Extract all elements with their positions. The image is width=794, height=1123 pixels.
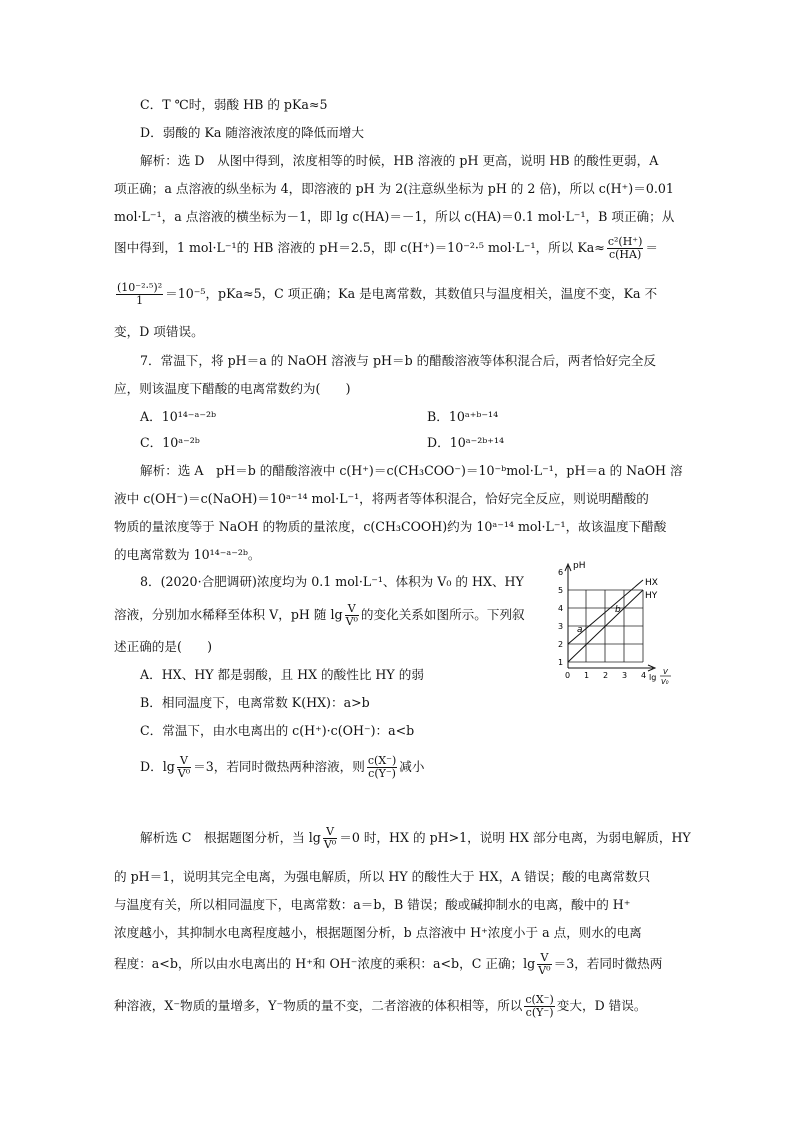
fraction-denominator: V⁰ [323,838,337,851]
q8-stem [114,603,525,628]
q8-option-text: 减小 [399,759,425,774]
fraction-denominator: c(Y⁻) [368,767,396,780]
x-axis-label: lg [649,673,657,682]
q7-solution-line: 解析：选 A pH＝b 的醋酸溶液中 c(H⁺)＝c(CH₃COO⁻)＝10⁻ᵇmol·L⁻¹，pH＝a 的 NaOH 溶 [140,463,683,478]
q8-option-text: D．lg [140,759,175,774]
fraction-numerator: c²(H⁺) [607,235,643,248]
q8-stem: 述正确的是( ) [114,639,212,654]
q8-solution-line [114,952,662,977]
ph-dilution-graph [555,558,685,698]
fraction-numerator: c(X⁻) [367,754,397,767]
volume-ratio-fraction [345,603,359,628]
q8-option-b: B．相同温度下，电离常数 K(HX)：a>b [140,695,370,710]
q8-option-c: C．常温下，由水电离出的 c(H⁺)·c(OH⁻)：a<b [140,723,415,738]
q6-solution-line [114,236,658,261]
ka-fraction [607,236,644,261]
q8-option-d [140,755,424,780]
fraction-numerator: V [323,826,337,839]
y-tick: 2 [558,640,564,649]
fraction-denominator: V⁰ [177,767,191,780]
y-axis-label: pH [573,561,586,571]
legend-hx: HX [645,578,658,588]
q7-solution-line: 物质的量浓度等于 NaOH 的物质的量浓度，c(CH₃COOH)约为 10ᵃ⁻¹⁴ mol·L⁻¹，故该温度下醋酸 [114,519,667,534]
graph-axes [565,564,655,671]
y-tick: 1 [558,658,564,667]
volume-ratio-fraction [177,755,191,780]
y-tick: 6 [558,568,564,577]
volume-ratio-fraction [537,952,551,977]
fraction-denominator: c(HA) [608,248,642,261]
q8-option-a: A．HX、HY 都是弱酸，且 HX 的酸性比 HY 的弱 [140,667,424,682]
x-tick: 3 [622,671,628,680]
q6-solution-line: 变，D 项错误。 [114,324,204,339]
q7-option-d: D．10ᵃ⁻²ᵇ⁺¹⁴ [427,435,505,450]
power-fraction [116,282,163,307]
q8-solution-line: 的 pH＝1，说明其完全电离，为强电解质，所以 HY 的酸性大于 HX，A 错误；酸的电离常数只 [114,869,651,884]
q8-solution-text: 变大，D 错误。 [556,998,647,1013]
q8-stem: 8．(2020·合肥调研)浓度均为 0.1 mol·L⁻¹、体积为 V₀ 的 HX、HY [140,574,524,589]
q6-solution-line [114,282,657,307]
x-tick: 0 [565,671,571,680]
q7-stem: 7．常温下，将 pH＝a 的 NaOH 溶液与 pH＝b 的醋酸溶液等体积混合后，两者恰好完全反 [140,353,656,368]
q8-solution-line [140,826,691,851]
x-axis-numerator: V [663,668,668,676]
q7-solution-line: 液中 c(OH⁻)＝c(NaOH)＝10ᵃ⁻¹⁴ mol·L⁻¹，将两者等体积混合，恰好完全反应，则说明醋酸的 [114,491,649,506]
q6-option-c: C．T ℃时，弱酸 HB 的 pKa≈5 [140,97,328,112]
q7-stem: 应，则该温度下醋酸的电离常数约为( ) [114,381,351,396]
q7-option-b: B．10ᵃ⁺ᵇ⁻¹⁴ [427,409,499,424]
x-axis-denominator: V₀ [661,678,669,686]
q6-option-d: D．弱酸的 Ka 随溶液浓度的降低而增大 [140,125,364,140]
y-tick-labels [558,568,563,667]
volume-ratio-fraction [323,826,337,851]
ion-ratio-fraction [367,755,397,780]
x-tick: 4 [641,671,647,680]
q8-solution-line: 浓度越小，其抑制水电离程度越小，根据题图分析，b 点溶液中 H⁺浓度小于 a 点，则水的电离 [114,925,642,940]
q7-option-a: A．10¹⁴⁻ᵃ⁻²ᵇ [140,409,217,424]
q8-solution-text: 解析选 C 根据题图分析，当 lg [140,830,321,845]
equals-sign: ＝ [645,240,658,255]
q6-solution-text: ＝10⁻⁵，pKa≈5，C 项正确；Ka 是电离常数，其数值只与温度相关，温度不变，Ka 不 [165,286,658,301]
q8-solution-text: 程度：a<b，所以由水电离出的 H⁺和 OH⁻浓度的乘积：a<b，C 正确；lg [114,956,536,971]
x-tick: 2 [603,671,609,680]
q6-solution-line: 项正确；a 点溶液的纵坐标为 4，即溶液的 pH 为 2(注意纵坐标为 pH 的 2 倍)，所以 c(H⁺)＝0.01 [114,181,674,196]
fraction-denominator: V⁰ [538,964,551,977]
q8-solution-text: ＝0 时，HX 的 pH>1，说明 HX 部分电离，为弱电解质，HY [339,830,691,845]
fraction-numerator: (10⁻²·⁵)² [117,281,163,294]
q6-solution-line: mol·L⁻¹，a 点溶液的横坐标为－1，即 lg c(HA)＝－1，所以 c(HA)＝0.1 mol·L⁻¹，B 项正确；从 [114,209,675,224]
fraction-denominator: c(Y⁻) [525,1006,554,1019]
y-tick: 5 [558,586,564,595]
q8-solution-line [114,994,646,1019]
point-a-label: a [577,625,583,635]
x-tick: 1 [584,671,590,680]
q6-solution-text: 图中得到，1 mol·L⁻¹的 HB 溶液的 pH＝2.5，即 c(H⁺)＝10⁻²·⁵ mol·L⁻¹，所以 Ka≈ [114,240,605,255]
legend-hy: HY [645,591,658,601]
y-tick: 4 [558,604,564,613]
q6-solution-line: 解析：选 D 从图中得到，浓度相等的时候，HB 溶液的 pH 更高，说明 HB 的酸性更弱，A [140,153,659,168]
q8-stem-text: 溶液，分别加水稀释至体积 V，pH 随 lg [114,607,343,622]
q8-solution-text: 种溶液，X⁻物质的量增多，Y⁻物质的量不变，二者溶液的体积相等，所以 [114,998,523,1013]
q7-solution-line: 的电离常数为 10¹⁴⁻ᵃ⁻²ᵇ。 [114,547,261,562]
fraction-numerator: V [345,603,359,616]
fraction-numerator: c(X⁻) [525,993,554,1006]
x-tick-labels [565,671,646,680]
q7-option-c: C．10ᵃ⁻²ᵇ [140,435,200,450]
fraction-numerator: V [177,755,191,768]
fraction-numerator: V [537,952,551,965]
point-b-label: b [615,605,621,615]
q8-stem-text: 的变化关系如图所示。下列叙 [360,607,525,622]
q8-solution-text: ＝3，若同时微热两 [553,956,663,971]
y-tick: 3 [558,622,564,631]
fraction-denominator: V⁰ [345,615,358,628]
q8-option-text: ＝3，若同时微热两种溶液，则 [193,759,365,774]
fraction-denominator: 1 [136,294,144,307]
ion-ratio-fraction [524,994,554,1019]
q8-solution-line: 与温度有关，所以相同温度下，电离常数：a＝b，B 错误；酸或碱抑制水的电离，酸中的 H⁺ [114,897,631,912]
